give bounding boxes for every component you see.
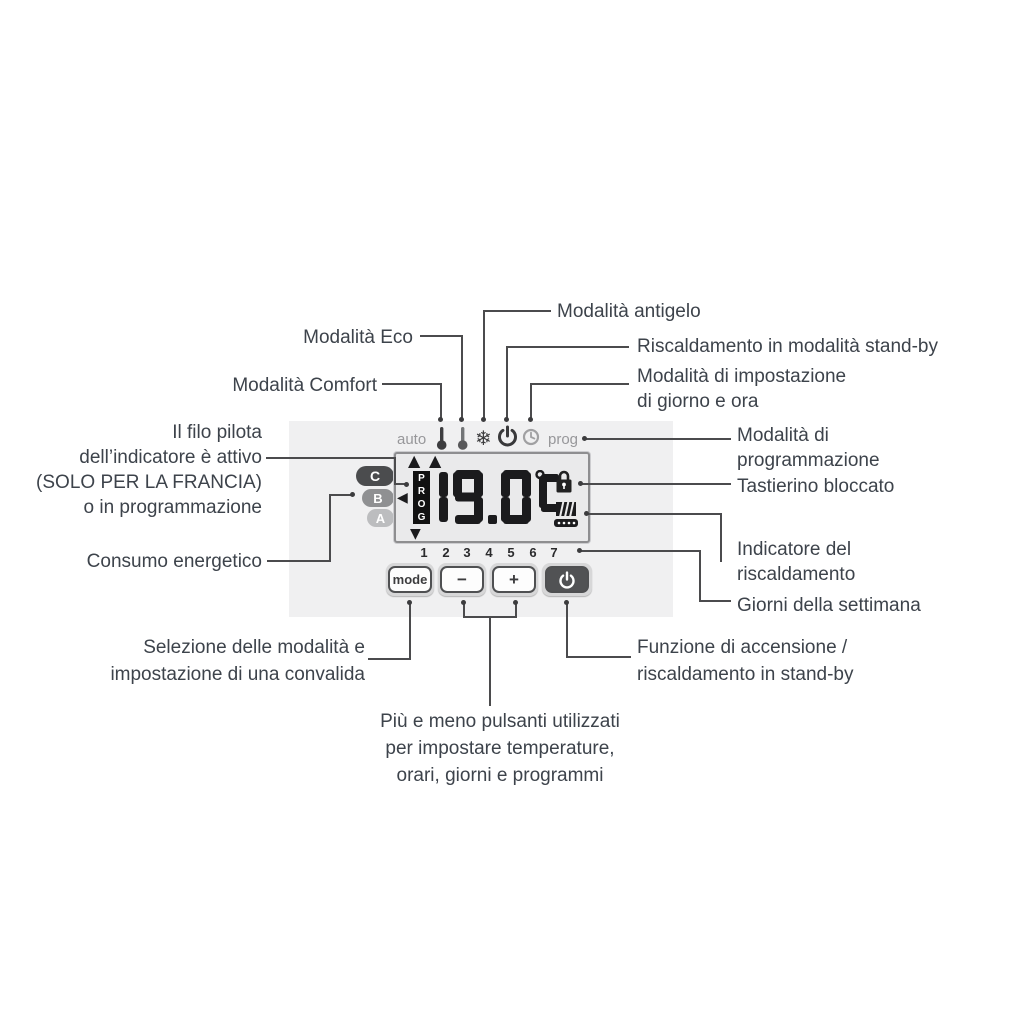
pilot-badge-b: B xyxy=(362,489,394,507)
label-modalita-antigelo: Modalità antigelo xyxy=(557,301,701,322)
leader-consumo xyxy=(329,494,351,496)
leader-giorni xyxy=(699,550,701,602)
leader-dot xyxy=(513,600,518,605)
leader-comfort xyxy=(440,383,442,418)
label-modalita-eco: Modalità Eco xyxy=(303,327,413,348)
weekday-6: 6 xyxy=(529,545,537,560)
leader-comfort xyxy=(382,383,442,385)
snowflake-icon: ❄ xyxy=(475,426,492,450)
leader-dot xyxy=(461,600,466,605)
leader-filo-pilota xyxy=(266,457,396,459)
auto-label: auto xyxy=(397,431,427,448)
leader-power xyxy=(566,602,568,658)
up-arrow-icon: ▲ xyxy=(408,451,421,470)
mode-button[interactable] xyxy=(386,563,434,596)
label-piu-meno: Più e meno pulsanti utilizzati per impostare temperature, orari, giorni e programmi xyxy=(380,711,620,786)
pilot-badge-a: A xyxy=(367,509,394,527)
label-consumo-energetico: Consumo energetico xyxy=(86,551,262,572)
plus-button[interactable] xyxy=(490,563,538,596)
leader-mode xyxy=(409,602,411,660)
leader-indicatore xyxy=(720,513,722,562)
leader-tastierino xyxy=(581,483,731,485)
leader-eco xyxy=(420,335,463,337)
leader-dot xyxy=(578,481,583,486)
leader-dot xyxy=(438,417,443,422)
thermometer-eco-icon xyxy=(456,426,469,451)
prog-indicator: P R O G xyxy=(413,471,430,524)
leader-eco xyxy=(461,335,463,418)
mode-button-face[interactable]: mode xyxy=(388,566,432,593)
label-tastierino-bloccato: Tastierino bloccato xyxy=(737,476,895,497)
leader-consumo xyxy=(267,560,331,562)
leader-programmazione xyxy=(586,438,731,440)
leader-impostazione xyxy=(530,383,629,385)
label-selezione-modalita: Selezione delle modalità e impostazione di una convalida xyxy=(110,637,365,685)
leader-power xyxy=(566,656,631,658)
power-button[interactable] xyxy=(542,563,592,596)
thermometer-comfort-icon xyxy=(435,426,448,451)
clock-icon xyxy=(522,428,540,446)
leader-antigelo xyxy=(483,310,485,418)
left-arrow-icon: ◀ xyxy=(397,490,408,506)
label-riscaldamento-standby: Riscaldamento in modalità stand-by xyxy=(637,336,938,357)
pilot-badge-c: C xyxy=(356,466,394,486)
up-arrow-icon: ▲ xyxy=(429,451,442,470)
label-giorni-settimana: Giorni della settimana xyxy=(737,595,921,616)
power-button-icon xyxy=(558,571,576,589)
heating-indicator-icon xyxy=(554,502,578,529)
leader-giorni xyxy=(699,600,731,602)
label-modalita-comfort: Modalità Comfort xyxy=(232,375,377,396)
plus-button-face[interactable]: + xyxy=(492,566,536,593)
label-modalita-programmazione: Modalità di programmazione xyxy=(737,425,880,471)
weekday-3: 3 xyxy=(463,545,471,560)
leader-consumo xyxy=(329,495,331,562)
power-standby-icon xyxy=(497,425,518,449)
leader-standby xyxy=(506,346,508,418)
prog-label: prog xyxy=(548,431,579,448)
leader-indicatore xyxy=(587,513,722,515)
leader-filo-pilota xyxy=(394,457,396,485)
down-arrow-icon: ▼ xyxy=(410,526,421,542)
label-modalita-impostazione: Modalità di impostazione di giorno e ora xyxy=(637,366,847,412)
temperature-display xyxy=(439,470,564,528)
leader-antigelo xyxy=(483,310,551,312)
leader-dot xyxy=(564,600,569,605)
power-button-face[interactable] xyxy=(545,566,589,593)
leader-dot xyxy=(404,482,409,487)
weekday-5: 5 xyxy=(507,545,515,560)
label-indicatore-riscaldamento: Indicatore del riscaldamento xyxy=(737,539,856,585)
weekday-7: 7 xyxy=(550,545,558,560)
leader-dot xyxy=(528,417,533,422)
leader-dot xyxy=(481,417,486,422)
leader-dot xyxy=(584,511,589,516)
leader-dot xyxy=(582,436,587,441)
label-funzione-accensione: Funzione di accensione / riscaldamento in stand-by xyxy=(637,637,854,685)
label-filo-pilota: Il filo pilota dell’indicatore è attivo (SOLO PER LA FRANCIA) o in programmazione xyxy=(36,422,262,518)
lock-icon xyxy=(555,469,573,494)
leader-impostazione xyxy=(530,383,532,418)
minus-button-face[interactable]: − xyxy=(440,566,484,593)
leader-mode xyxy=(368,658,411,660)
lcd-display xyxy=(394,452,590,543)
weekday-4: 4 xyxy=(485,545,493,560)
leader-giorni xyxy=(580,550,701,552)
leader-standby xyxy=(506,346,629,348)
leader-dot xyxy=(459,417,464,422)
leader-piu-meno xyxy=(489,616,491,706)
leader-dot xyxy=(350,492,355,497)
weekday-1: 1 xyxy=(420,545,428,560)
leader-dot xyxy=(577,548,582,553)
weekday-2: 2 xyxy=(442,545,450,560)
minus-button[interactable] xyxy=(438,563,486,596)
leader-dot xyxy=(407,600,412,605)
leader-dot xyxy=(504,417,509,422)
